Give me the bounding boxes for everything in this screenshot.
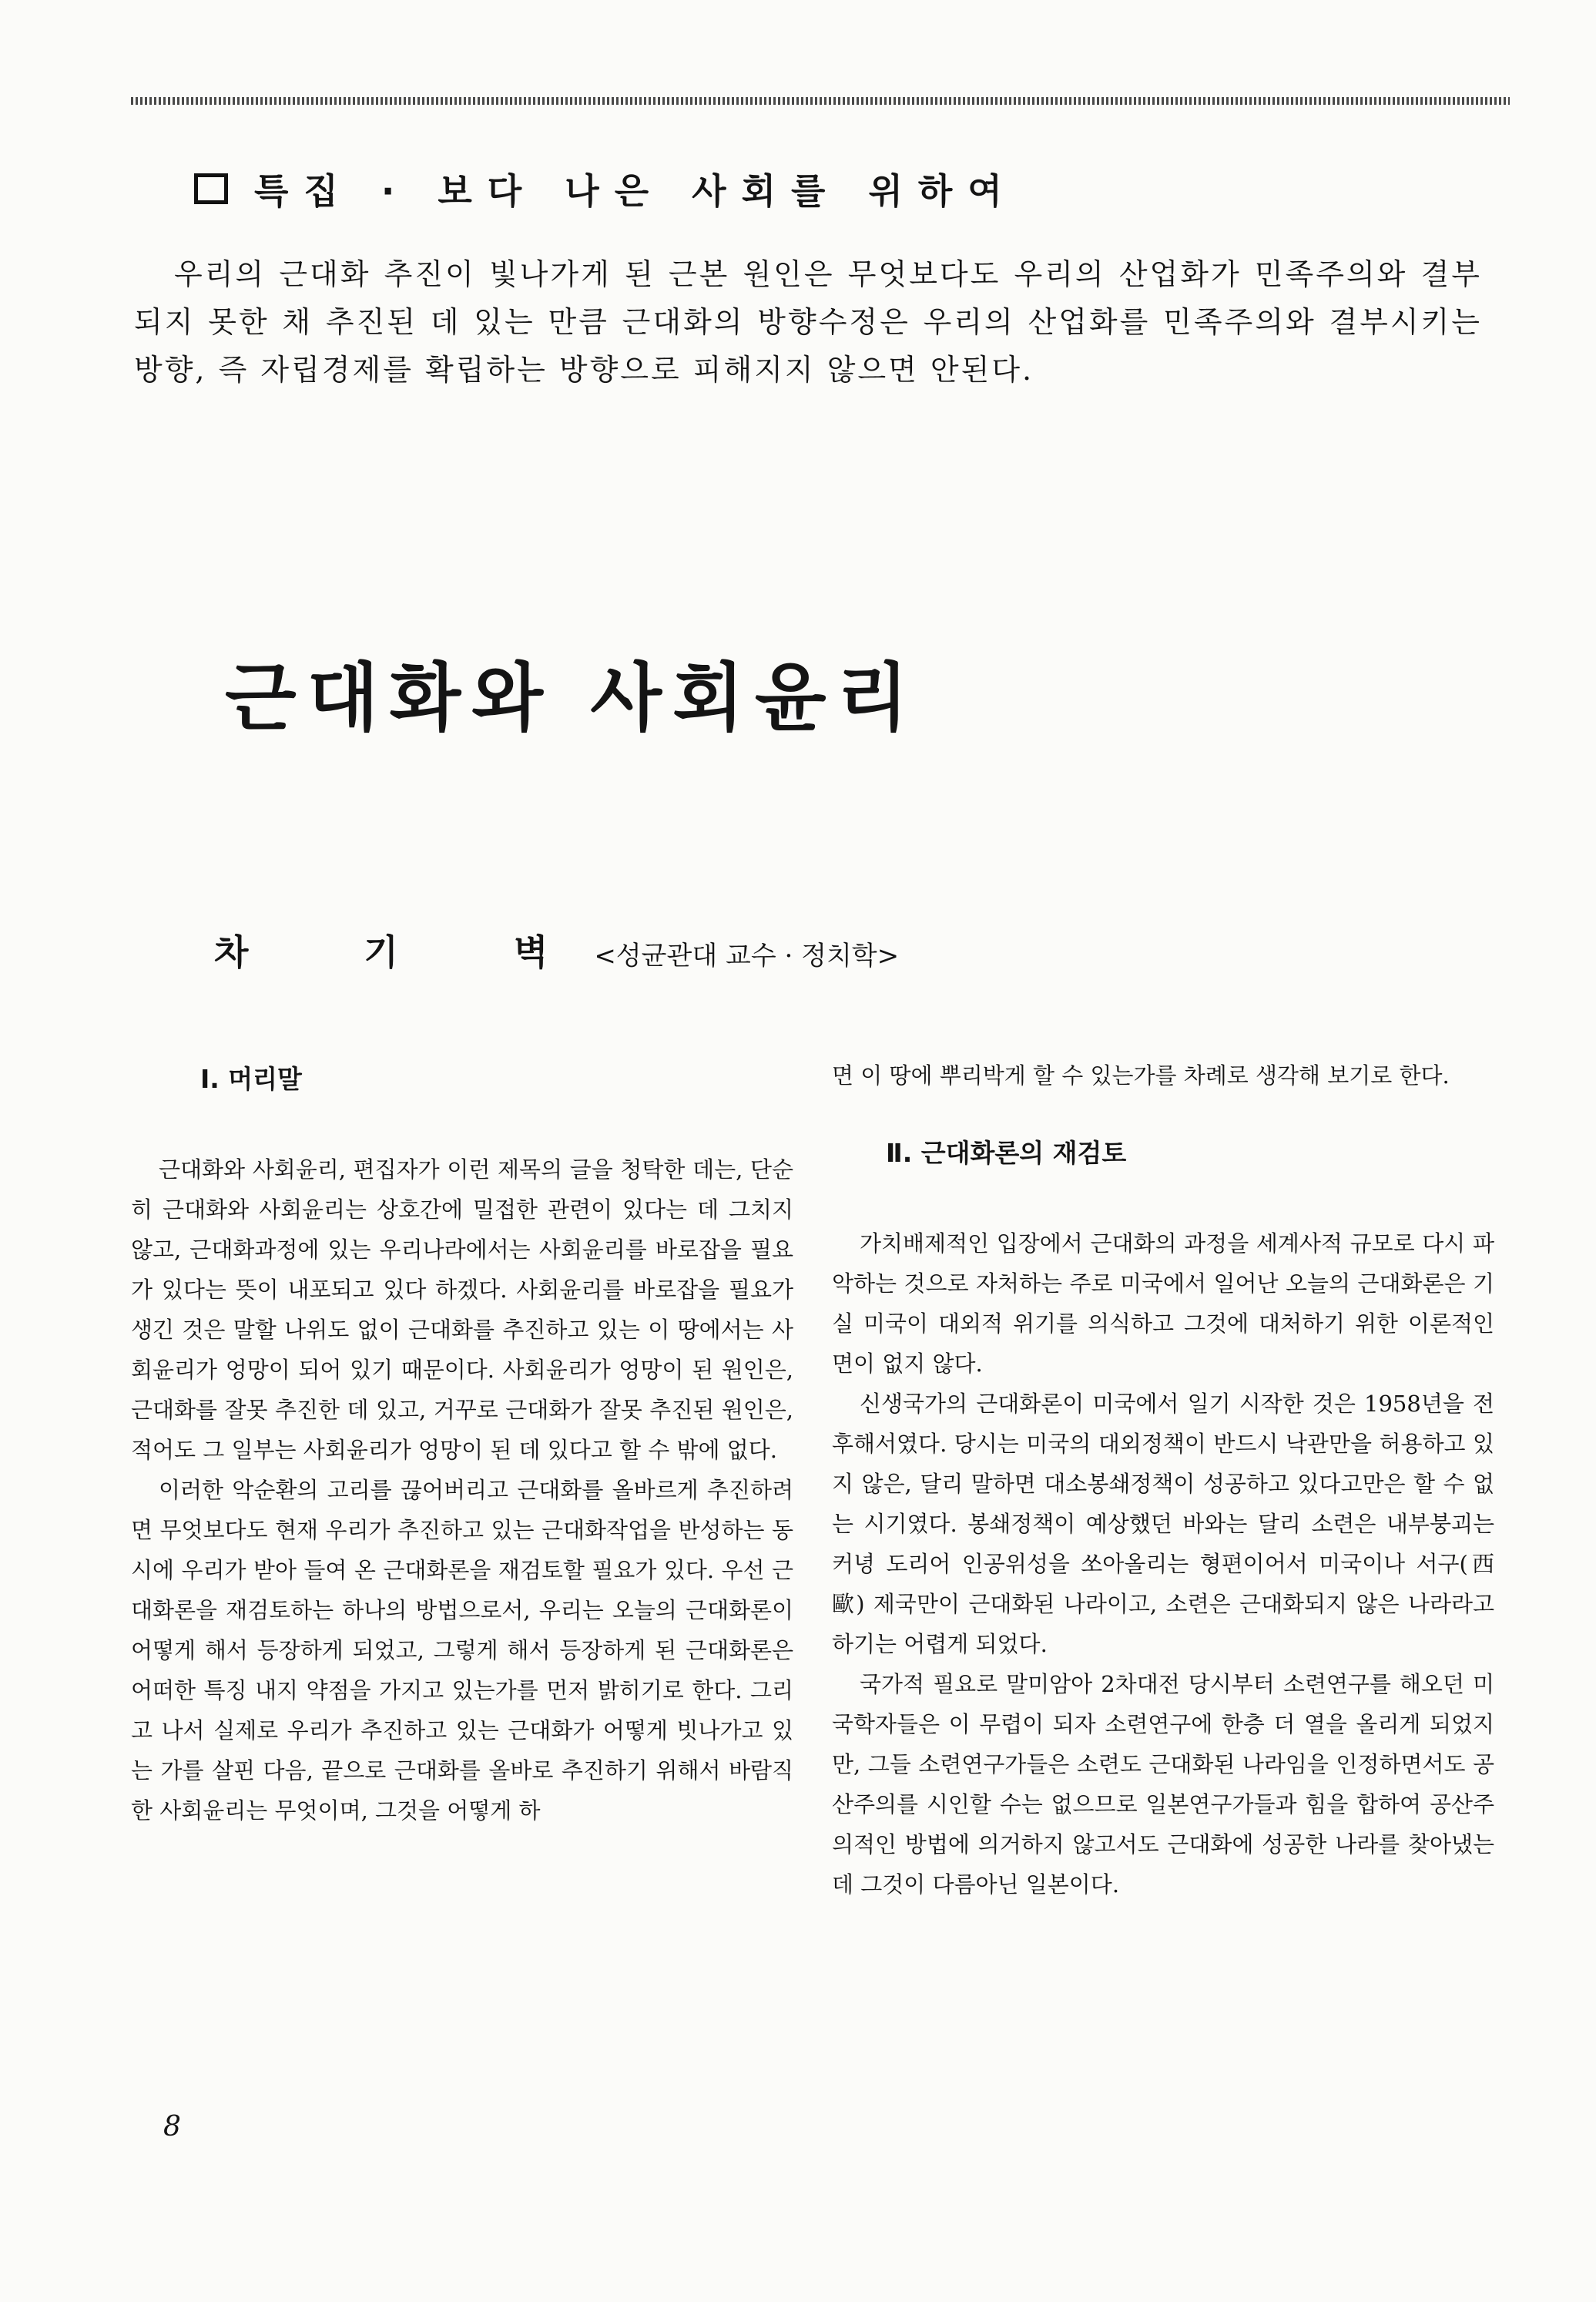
paragraph: 근대화와 사회윤리, 편집자가 이런 제목의 글을 청탁한 데는, 단순히 근대화와 사회윤리는 상호간에 밀접한 관련이 있다는 데 그치지 않고, 근대화과정에 있는 우리나라에서는 사회윤리를 바로잡을 필요가 있다는 뜻이 내포되고 있다 하겠다. 사회윤리를 바로잡을 필요가 생긴 것은 말할 나위도 없이 근대화를 추진하고 있는 이 땅에서는 사회윤리가 엉망이 되어 있기 때문이다. 사회윤리가 엉망이 된 원인은, 근대화를 잘못 추진한 데 있고, 거꾸로 근대화가 잘못 추진된 원인은, 적어도 그 일부는 사회윤리가 엉망이 된 데 있다고 할 수 밖에 없다. xyxy=(131,1156,793,1463)
article-title: 근대화와 사회윤리 xyxy=(225,655,920,741)
feature-title: 특집 · 보다 나은 사회를 위하여 xyxy=(254,170,1018,212)
paragraph: 국가적 필요로 말미암아 2차대전 당시부터 소련연구를 해오던 미국학자들은 이 무렵이 되자 소련연구에 한층 더 열을 올리게 되었지만, 그들 소련연구가들은 소련도 근대화된 나라임을 인정하면서도 공산주의를 시인할 수는 없으므로 일본연구가들과 힘을 합하여 공산주의적인 방법에 의거하지 않고서도 근대화에 성공한 나라를 찾아냈는데 그것이 다름아닌 일본이다. xyxy=(832,1671,1494,1898)
author-name: 차기벽 xyxy=(214,931,664,973)
square-bullet-icon xyxy=(194,173,228,204)
page-number: 8 xyxy=(163,2111,181,2143)
left-column xyxy=(131,1055,793,1831)
section-heading-intro: Ⅰ. 머리말 xyxy=(200,1064,302,1094)
paragraph: 신생국가의 근대화론이 미국에서 일기 시작한 것은 1958년을 전후해서였다. 당시는 미국의 대외정책이 반드시 낙관만을 허용하고 있지 않은, 달리 말하면 대소봉쇄정책이 성공하고 있다고만은 할 수 없는 시기였다. 봉쇄정책이 예상했던 바와는 달리 소련은 내부붕괴는 커녕 도리어 인공위성을 쏘아올리는 형편이어서 미국이나 서구(西歐) 제국만이 근대화된 나라이고, 소련은 근대화되지 않은 나라라고 하기는 어렵게 되었다. xyxy=(832,1391,1494,1657)
section-heading-review: Ⅱ. 근대화론의 재검토 xyxy=(886,1138,1127,1168)
intro-paragraph: 우리의 근대화 추진이 빛나가게 된 근본 원인은 무엇보다도 우리의 산업화가 민족주의와 결부되지 못한 채 추진된 데 있는 만큼 근대화의 방향수정은 우리의 산업화를 민족주의와 결부시키는 방향, 즉 자립경제를 확립하는 방향으로 피해지지 않으면 안된다. xyxy=(134,257,1482,387)
top-rule xyxy=(131,97,1510,105)
feature-header xyxy=(194,163,1018,214)
paragraph: 이러한 악순환의 고리를 끊어버리고 근대화를 올바르게 추진하려면 무엇보다도 현재 우리가 추진하고 있는 근대화작업을 반성하는 동시에 우리가 받아 들여 온 근대화론을 재검토할 필요가 있다. 우선 근대화론을 재검토하는 하나의 방법으로서, 우리는 오늘의 근대화론이 어떻게 해서 등장하게 되었고, 그렇게 해서 등장하게 된 근대화론은 어떠한 특징 내지 약점을 가지고 있는가를 먼저 밝히기로 한다. 그리고 나서 실제로 우리가 추진하고 있는 근대화가 어떻게 빗나가고 있는 가를 살핀 다음, 끝으로 근대화를 올바로 추진하기 위해서 바람직한 사회윤리는 무엇이며, 그것을 어떻게 하 xyxy=(131,1477,793,1824)
byline xyxy=(214,924,899,975)
author-affiliation: <성균관대 교수 · 정치학> xyxy=(594,941,900,971)
right-column xyxy=(832,1055,1494,1904)
paragraph-continuation: 면 이 땅에 뿌리박게 할 수 있는가를 차례로 생각해 보기로 한다. xyxy=(832,1062,1450,1089)
paragraph: 가치배제적인 입장에서 근대화의 과정을 세계사적 규모로 다시 파악하는 것으로 자처하는 주로 미국에서 일어난 오늘의 근대화론은 기실 미국이 대외적 위기를 의식하고 그것에 대처하기 위한 이론적인 면이 없지 않다. xyxy=(832,1230,1494,1377)
